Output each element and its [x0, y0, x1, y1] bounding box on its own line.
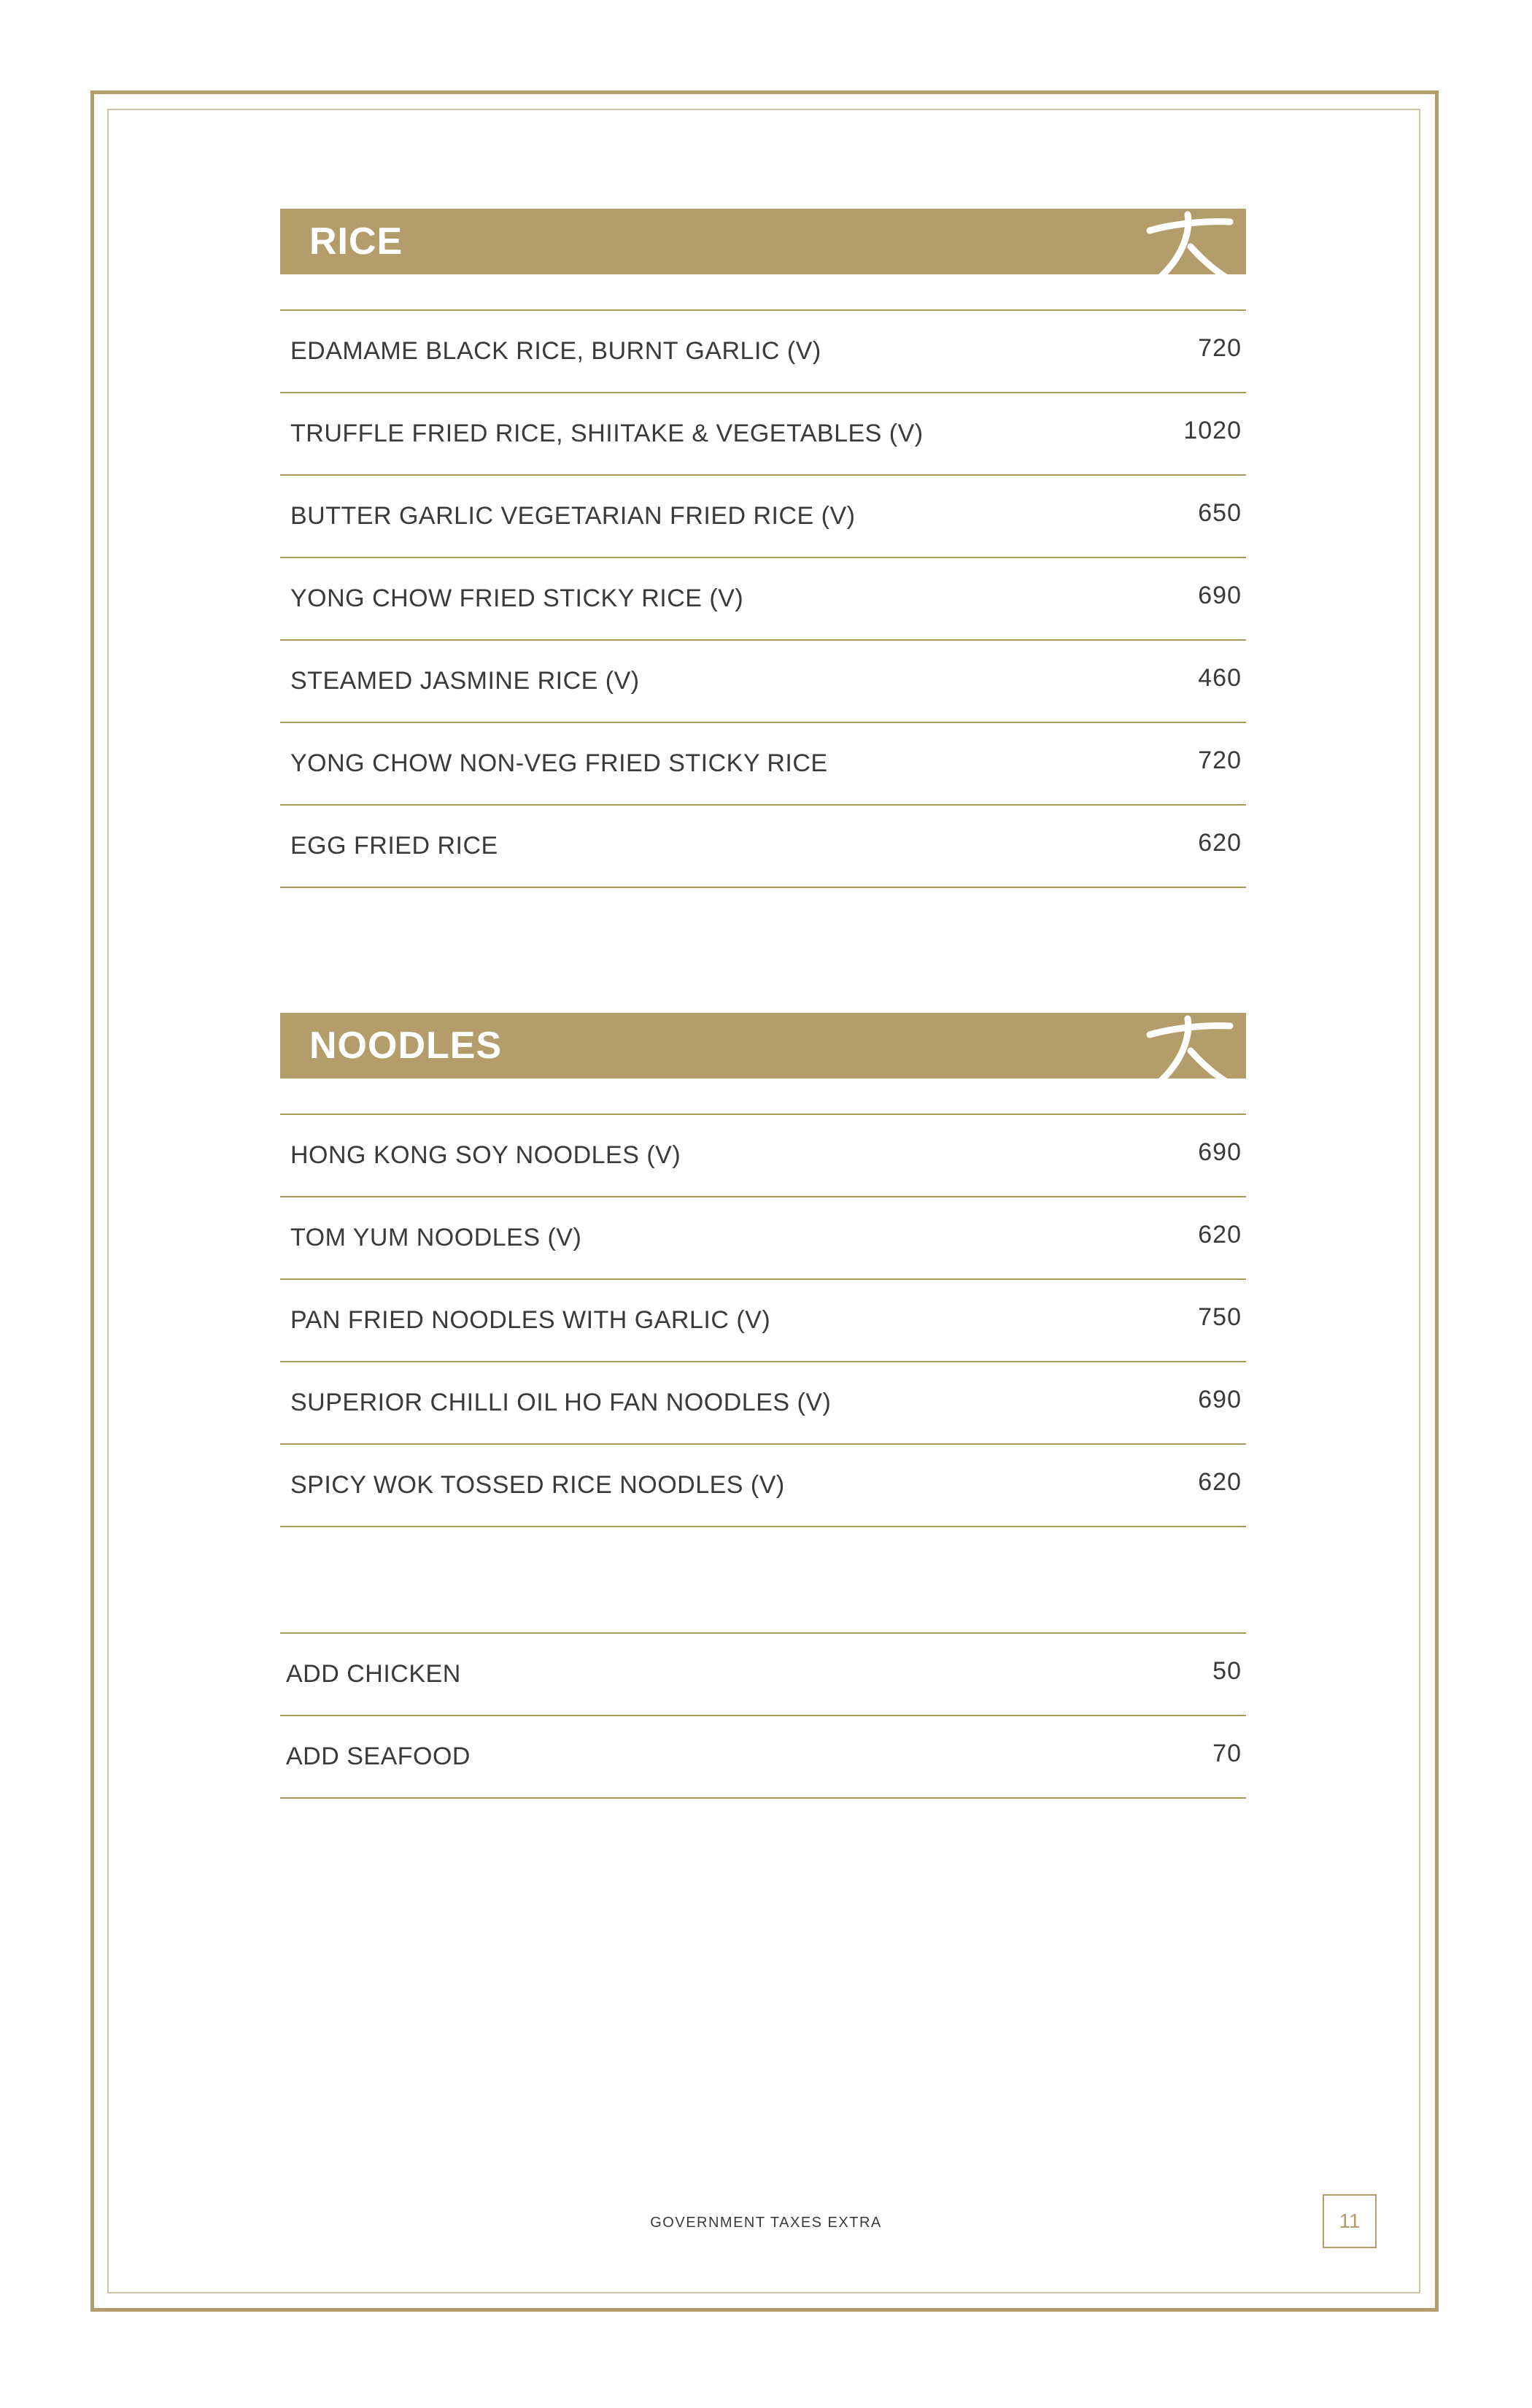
item-name: YONG CHOW NON-VEG FRIED STICKY RICE	[290, 749, 828, 777]
item-name: TOM YUM NOODLES (V)	[290, 1224, 582, 1251]
item-price: 460	[1198, 664, 1242, 692]
chinese-character-icon	[1137, 209, 1246, 289]
item-price: 750	[1198, 1303, 1242, 1331]
item-name: STEAMED JASMINE RICE (V)	[290, 667, 640, 695]
section-title: RICE	[309, 220, 403, 263]
menu-item	[280, 476, 1246, 558]
chinese-character-icon	[1137, 1013, 1246, 1093]
menu-item	[280, 558, 1246, 641]
rice-item-list	[280, 309, 1246, 888]
menu-item	[280, 641, 1246, 723]
item-price: 720	[1198, 334, 1242, 362]
addon-name: ADD SEAFOOD	[286, 1743, 471, 1770]
item-price: 620	[1198, 829, 1242, 857]
item-name: EDAMAME BLACK RICE, BURNT GARLIC (V)	[290, 337, 821, 365]
menu-item	[280, 1197, 1246, 1280]
page-number: 11	[1323, 2194, 1377, 2248]
addon-item	[280, 1716, 1246, 1799]
item-name: BUTTER GARLIC VEGETARIAN FRIED RICE (V)	[290, 502, 856, 530]
item-name: TRUFFLE FRIED RICE, SHIITAKE & VEGETABLES (V)	[290, 420, 924, 447]
noodles-section	[280, 1013, 1246, 1527]
item-price: 690	[1198, 1386, 1242, 1413]
item-price: 690	[1198, 1138, 1242, 1166]
item-name: SUPERIOR CHILLI OIL HO FAN NOODLES (V)	[290, 1389, 832, 1416]
menu-item	[280, 723, 1246, 806]
addon-price: 70	[1212, 1740, 1242, 1767]
addons-list	[280, 1632, 1246, 1799]
menu-item	[280, 311, 1246, 393]
item-name: YONG CHOW FRIED STICKY RICE (V)	[290, 584, 744, 612]
menu-item	[280, 806, 1246, 888]
item-price: 720	[1198, 746, 1242, 774]
noodles-banner	[280, 1013, 1246, 1078]
menu-item	[280, 393, 1246, 476]
item-price: 1020	[1183, 417, 1242, 444]
menu-item	[280, 1115, 1246, 1197]
noodles-item-list	[280, 1114, 1246, 1527]
menu-item	[280, 1362, 1246, 1445]
rice-banner	[280, 209, 1246, 274]
item-price: 620	[1198, 1468, 1242, 1496]
item-price: 620	[1198, 1221, 1242, 1249]
item-name: SPICY WOK TOSSED RICE NOODLES (V)	[290, 1471, 785, 1499]
item-price: 650	[1198, 499, 1242, 527]
menu-item	[280, 1445, 1246, 1527]
addon-name: ADD CHICKEN	[286, 1660, 461, 1688]
addon-item	[280, 1634, 1246, 1716]
item-name: HONG KONG SOY NOODLES (V)	[290, 1141, 681, 1169]
addon-price: 50	[1212, 1657, 1242, 1685]
item-name: PAN FRIED NOODLES WITH GARLIC (V)	[290, 1306, 771, 1334]
menu-item	[280, 1280, 1246, 1362]
tax-note: GOVERNMENT TAXES EXTRA	[650, 2215, 882, 2231]
section-title: NOODLES	[309, 1024, 503, 1067]
item-name: EGG FRIED RICE	[290, 832, 498, 860]
rice-section	[280, 209, 1246, 888]
item-price: 690	[1198, 582, 1242, 609]
